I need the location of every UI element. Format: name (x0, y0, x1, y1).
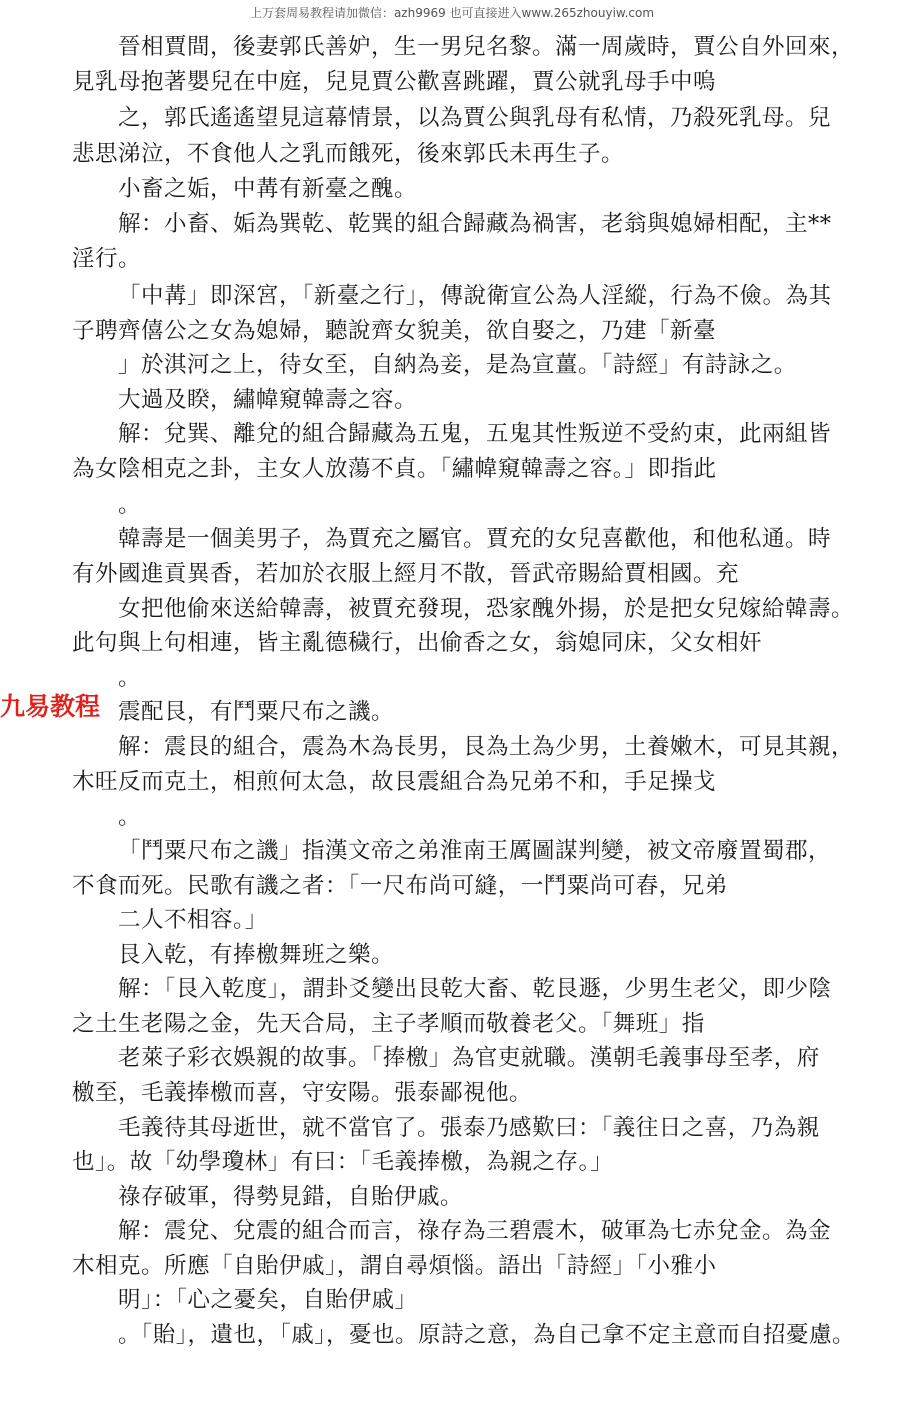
text-line: 淫行。 (72, 246, 142, 272)
text-line: 毛義待其母逝世，就不當官了。張泰乃感歎曰：「義往日之喜，乃為親 (118, 1115, 820, 1141)
text-line: 艮入乾，有捧檄舞班之樂。 (118, 942, 395, 968)
page-header-banner: 上万套周易教程请加微信：azh9969 也可直接进入www.265zhouyiw.com (249, 6, 655, 20)
text-line: 檄至，毛義捧檄而喜，守安陽。張泰鄙視他。 (72, 1080, 533, 1106)
text-line: 明」：「心之憂矣，自貽伊戚」 (118, 1287, 418, 1313)
text-line: 木旺反而克土，相煎何太急，故艮震組合為兄弟不和，手足操戈 (72, 769, 717, 795)
text-line: 「鬥粟尺布之譏」指漢文帝之弟淮南王厲圖謀判變，被文帝廢置蜀郡， (118, 838, 832, 864)
text-line: 也」。故「幼學瓊林」有曰：「毛義捧檄，為親之存。」 (72, 1149, 614, 1175)
text-line: 之，郭氏遙遙望見這幕情景，以為賈公與乳母有私情，乃殺死乳母。兒 (118, 105, 832, 131)
text-line: 小畜之姤，中冓有新臺之醜。 (118, 176, 418, 202)
watermark-logo: 九易教程 (0, 692, 101, 721)
text-line: 解：「艮入乾度」，謂卦爻變出艮乾大畜、乾艮遯，少男生老父，即少陰 (118, 976, 832, 1002)
text-line: 震配艮，有鬥粟尺布之譏。 (118, 699, 395, 725)
text-line: 。 (118, 492, 142, 518)
text-line: 解：小畜、姤為巽乾、乾巽的組合歸藏為禍害，老翁與媳婦相配，主** (118, 211, 832, 237)
text-line: 。 (118, 665, 142, 691)
text-line: 木相克。所應「自貽伊戚」，謂自尋煩惱。語出「詩經」「小雅小 (72, 1253, 717, 1279)
text-line: 大過及睽，繡幃窺韓壽之容。 (118, 387, 418, 413)
text-line: 。 (118, 804, 142, 830)
text-line: 晉相賈間，後妻郭氏善妒，生一男兒名黎。滿一周歲時，賈公自外回來， (118, 34, 855, 60)
text-line: 。「貽」，遺也，「戚」，憂也。原詩之意，為自己拿不定主意而自招憂慮。 (118, 1322, 856, 1348)
text-line: 不食而死。民歌有譏之者：「一尺布尚可縫，一鬥粟尚可舂，兄弟 (72, 873, 728, 899)
text-line: 悲思涕泣，不食他人之乳而餓死，後來郭氏未再生子。 (72, 141, 625, 167)
text-line: 子聘齊僖公之女為媳婦，聽說齊女貌美，欲自娶之，乃建「新臺 (72, 318, 717, 344)
text-line: 二人不相容。」 (118, 907, 268, 933)
text-line: 之土生老陽之金，先天合局，主子孝順而敬養老父。「舞班」指 (72, 1011, 705, 1037)
text-line: 解：震兌、兌震的組合而言，祿存為三碧震木，破軍為七赤兌金。為金 (118, 1218, 832, 1244)
text-line: 有外國進貢異香，若加於衣服上經月不散，晉武帝賜給賈相國。充 (72, 561, 740, 587)
text-line: 女把他偷來送給韓壽，被賈充發現，恐家醜外揚，於是把女兒嫁給韓壽。 (118, 596, 855, 622)
text-line: 祿存破軍，得勢見錯，自貽伊戚。 (118, 1184, 464, 1210)
text-line: 為女陰相克之卦，主女人放蕩不貞。「繡幃窺韓壽之容。」即指此 (72, 456, 717, 482)
text-line: 解：震艮的組合，震為木為長男，艮為土為少男，土養嫩木，可見其親， (118, 734, 855, 760)
text-line: 韓壽是一個美男子，為賈充之屬官。賈充的女兒喜歡他，和他私通。時 (118, 526, 832, 552)
text-line: 見乳母抱著嬰兒在中庭，兒見賈公歡喜跳躍，賈公就乳母手中嗚 (72, 69, 717, 95)
text-line: 「中冓」即深宮，「新臺之行」，傳說衛宣公為人淫縱，行為不儉。為其 (118, 283, 832, 309)
text-line: 老萊子彩衣娛親的故事。「捧檄」為官吏就職。漢朝毛義事母至孝，府 (118, 1045, 820, 1071)
text-line: 解：兌巽、離兌的組合歸藏為五鬼，五鬼其性叛逆不受約束，此兩組皆 (118, 421, 832, 447)
text-line: 」於淇河之上，待女至，自納為妾，是為宣薑。「詩經」有詩詠之。 (118, 352, 797, 378)
text-line: 此句與上句相連，皆主亂德穢行，出偷香之女，翁媳同床，父女相奸 (72, 630, 763, 656)
